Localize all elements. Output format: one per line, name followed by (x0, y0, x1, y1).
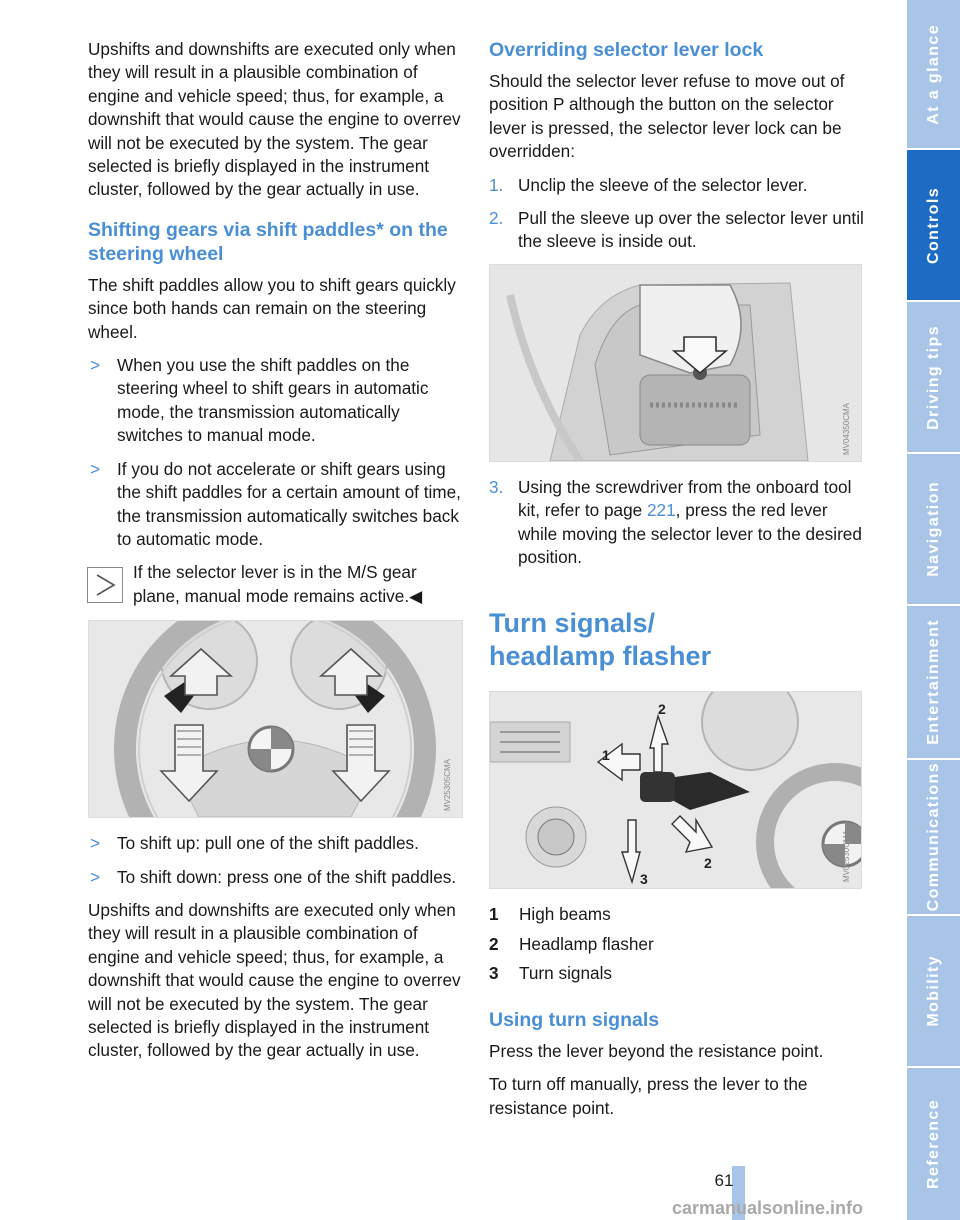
override-heading: Overriding selector lever lock (489, 39, 764, 61)
legend-number: 1 (489, 904, 499, 925)
tab-label: Controls (924, 186, 942, 264)
tab-label: Driving tips (924, 324, 942, 430)
bullet-marker: > (90, 866, 101, 887)
intro-paragraph: Upshifts and downshifts are executed only when they will result in a plausible combination of engine and vehicle speed; thus, for example, a downshift that would cause the engine to overrev will not be executed by the system. The gear selected is briefly displayed in the instrument cluster, followed by the gear actually in use. (88, 39, 461, 200)
end-marker: ◀ (409, 585, 423, 606)
shift-paddles-heading: Shifting gears via shift paddles* on the steering wheel (88, 218, 448, 265)
legend-number: 2 (489, 933, 499, 954)
legend-text: Turn signals (519, 963, 612, 984)
tab-entertainment[interactable] (907, 606, 960, 760)
tab-driving-tips[interactable] (907, 302, 960, 454)
bullet-item (88, 458, 463, 552)
callout-2-top: 2 (658, 701, 666, 718)
legend-text: Headlamp flasher (519, 933, 654, 954)
page-number: 61 (714, 1171, 734, 1190)
step-text-tail: , press the red lever while moving the selector lever to the desired position. (518, 500, 862, 568)
tab-label: Mobility (924, 955, 942, 1027)
turn-signal-lever-illustration (490, 692, 861, 888)
tab-navigation[interactable] (907, 454, 960, 606)
selector-lever-illustration (490, 265, 861, 461)
step-text: Using the screwdriver from the onboard tool kit, refer to page (518, 476, 852, 521)
bullet-marker: > (90, 458, 101, 479)
using-paragraph-1: Press the lever beyond the resistance point. (489, 1040, 824, 1061)
tab-communications[interactable] (907, 760, 960, 916)
tab-label: Navigation (924, 481, 942, 577)
tab-at-a-glance[interactable] (907, 0, 960, 150)
figure-code: MV04350CMA (841, 402, 851, 455)
bullet-item (88, 832, 463, 855)
bullet-text: If you do not accelerate or shift gears using the shift paddles for a certain amount of time, the transmission automatically switches back to automatic mode. (117, 458, 461, 549)
callout-1: 1 (602, 747, 610, 764)
legend-text: High beams (519, 904, 611, 925)
legend-number: 3 (489, 963, 499, 984)
turn-signals-heading-line1: Turn signals/ (489, 608, 656, 639)
legend-item (489, 962, 865, 985)
note-text: If the selector lever is in the M/S gear plane, manual mode remains active. (133, 562, 417, 606)
figure-code: MV02530CMA (841, 830, 851, 883)
legend-item (489, 933, 865, 956)
steering-wheel-figure (88, 620, 463, 818)
section-sidebar (907, 0, 960, 1220)
outro-paragraph: Upshifts and downshifts are executed only when they will result in a plausible combination of engine and vehicle speed; thus, for example, a downshift that would cause the engine to overrev will not be executed by the system. The gear selected is briefly displayed in the instrument cluster, followed by the gear actually in use. (88, 899, 461, 1061)
callout-3: 3 (640, 871, 648, 888)
step-number: 2. (489, 208, 504, 229)
tab-label: Communications (924, 762, 942, 912)
shift-paddles-intro: The shift paddles allow you to shift gears quickly since both hands can remain on the steering wheel. (88, 274, 456, 342)
callout-2-bottom: 2 (704, 855, 712, 872)
note (88, 561, 463, 608)
left-column (88, 38, 463, 1073)
bullet-text: When you use the shift paddles on the steering wheel to shift gears in automatic mode, the transmission automatically switches to manual mode. (117, 355, 429, 446)
turn-signals-heading (489, 607, 865, 673)
step-item (489, 476, 865, 570)
step-text: Pull the sleeve up over the selector lever until the sleeve is inside out. (518, 208, 864, 252)
note-arrow-icon (87, 567, 123, 603)
tab-label: Entertainment (924, 619, 942, 745)
using-turn-signals-heading: Using turn signals (489, 1008, 660, 1031)
step-text: Unclip the sleeve of the selector lever. (518, 174, 808, 195)
figure-code: MV25305CMA (442, 759, 452, 812)
tab-controls[interactable] (907, 150, 960, 302)
step-item (489, 207, 865, 254)
watermark: carmanualsonline.info (672, 1198, 864, 1218)
page-reference-link[interactable]: 221 (646, 500, 676, 521)
steering-wheel-illustration (89, 621, 462, 817)
tab-label: Reference (924, 1099, 942, 1189)
step-number: 3. (489, 476, 504, 497)
legend-item (489, 903, 865, 926)
using-paragraph-2: To turn off manually, press the lever to the resistance point. (489, 1074, 808, 1118)
turn-signals-heading-line2: headlamp flasher (489, 641, 712, 672)
bullet-item (88, 354, 463, 448)
step-item (489, 174, 865, 197)
bullet-item (88, 866, 463, 889)
right-column (489, 38, 865, 1130)
turn-signal-lever-figure (489, 691, 862, 889)
tab-mobility[interactable] (907, 916, 960, 1068)
tab-label: At a glance (924, 23, 942, 125)
step-number: 1. (489, 174, 504, 195)
selector-lever-figure (489, 264, 862, 462)
bullet-marker: > (90, 355, 101, 376)
tab-reference[interactable] (907, 1068, 960, 1220)
bullet-marker: > (90, 833, 101, 854)
bullet-text: To shift down: press one of the shift paddles. (117, 866, 457, 887)
bullet-text: To shift up: pull one of the shift paddles. (117, 833, 419, 854)
override-intro: Should the selector lever refuse to move out of position P although the button on the selector lever is pressed, the selector lever lock can be overridden: (489, 71, 845, 162)
